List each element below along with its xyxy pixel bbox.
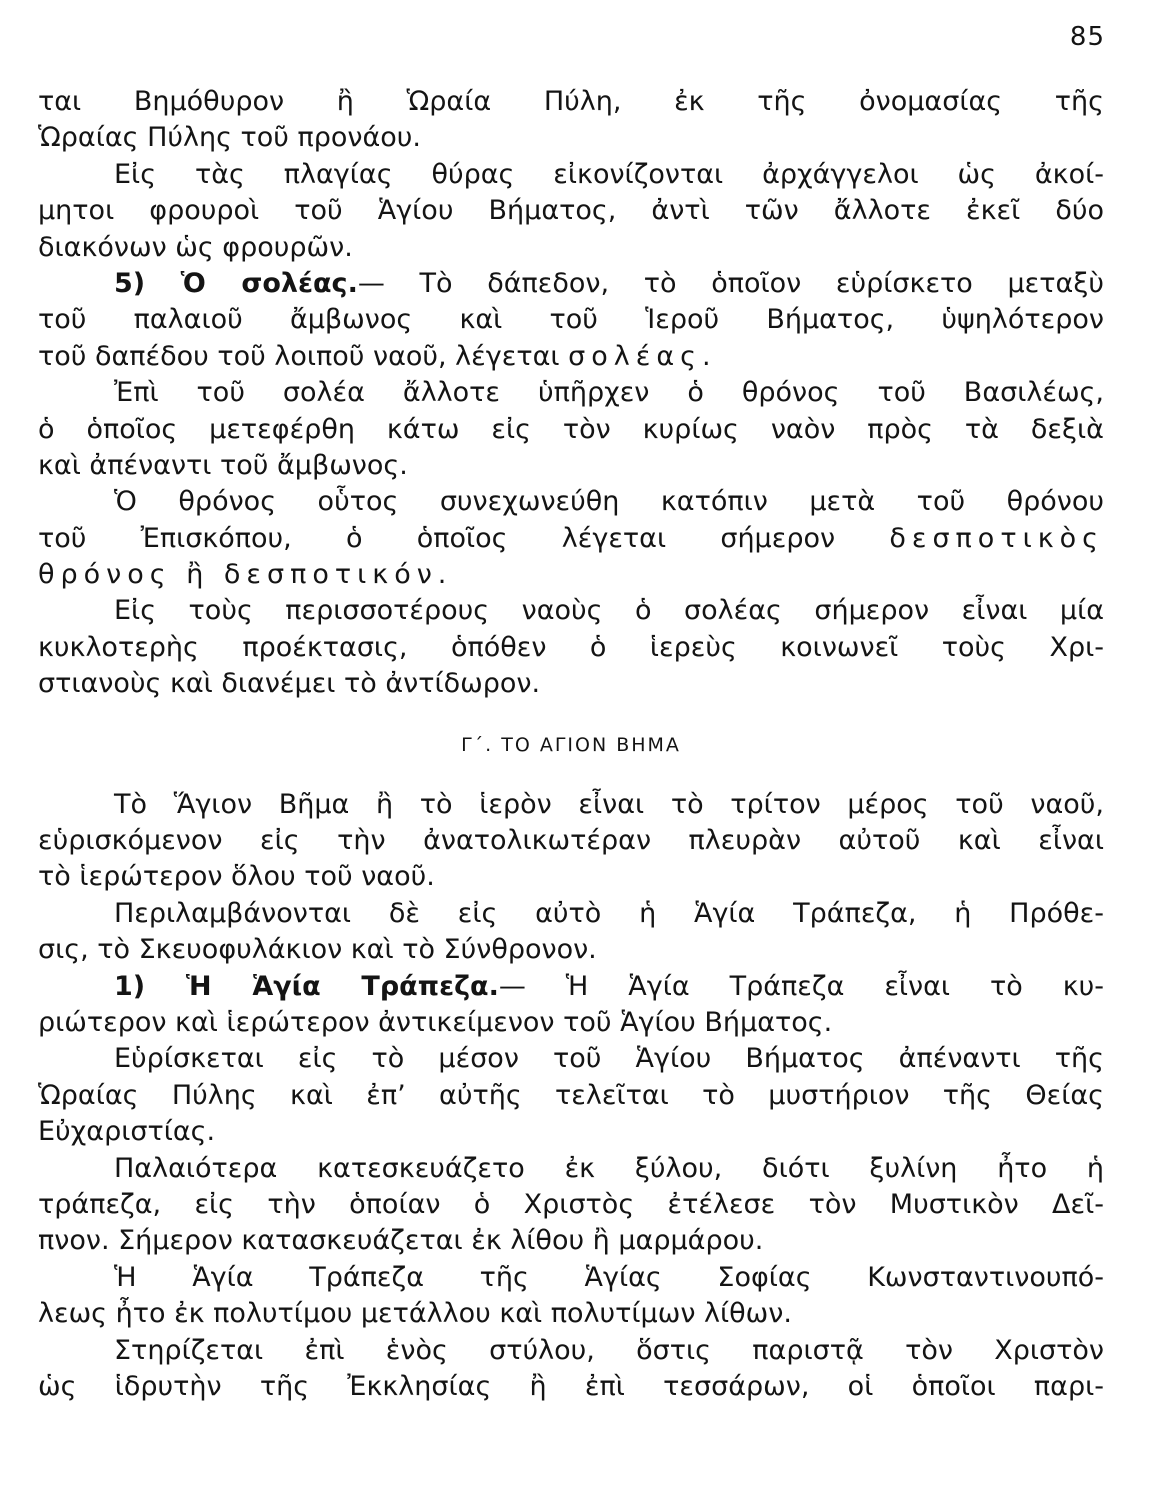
text-line: Ὡραίας Πύλης καὶ ἐπ’ αὐτῆς τελεῖται τὸ μυστήριον τῆς Θείας [38, 1079, 1104, 1111]
text-line: Εὑρίσκεται εἰς τὸ μέσον τοῦ Ἁγίου Βήματος ἀπέναντι τῆς [114, 1043, 1104, 1075]
text-line: τὸ ἱερώτερον ὅλου τοῦ ναοῦ. [38, 861, 435, 893]
text-line: ὁ ὁποῖος μετεφέρθη κάτω εἰς τὸν κυρίως ναὸν πρὸς τὰ δεξιὰ [38, 413, 1104, 445]
text-line: κυκλοτερὴς προέκτασις, ὁπόθεν ὁ ἱερεὺς κοινωνεῖ τοὺς Χρι- [38, 631, 1104, 663]
text-line: Εἰς τοὺς περισσοτέρους ναοὺς ὁ σολέας σήμερον εἶναι μία [114, 595, 1104, 627]
text-line: Τὸ Ἅγιον Βῆμα ἢ τὸ ἱερὸν εἶναι τὸ τρίτον μέρος τοῦ ναοῦ, [114, 788, 1104, 820]
text-span: — Ἡ Ἁγία Τράπεζα εἶναι τὸ κυ- [498, 970, 1104, 1002]
text-line: ὡς ἱδρυτὴν τῆς Ἐκκλησίας ἢ ἐπὶ τεσσάρων, οἱ ὁποῖοι παρι- [38, 1370, 1104, 1402]
subsection-heading: 1) Ἡ Ἁγία Τράπεζα. [114, 970, 499, 1002]
text-line: σις, τὸ Σκευοφυλάκιον καὶ τὸ Σύνθρονον. [38, 934, 597, 966]
text-line: καὶ ἀπέναντι τοῦ ἄμβωνος. [38, 449, 408, 481]
text-line: θρόνος ἢ δεσποτικόν. [38, 559, 453, 591]
body-text [38, 84, 1104, 1405]
text-line: Παλαιότερα κατεσκευάζετο ἐκ ξύλου, διότι ξυλίνη ἦτο ἡ [114, 1152, 1104, 1184]
subsection-heading: 5) Ὁ σολέας. [114, 267, 358, 299]
text-span: τοῦ Ἐπισκόπου, ὁ ὁποῖος λέγεται σήμερον [38, 522, 836, 554]
text-line [38, 969, 1104, 1005]
text-line [38, 266, 1104, 302]
spaced-term: σολέας. [568, 340, 717, 372]
text-line: Εἰς τὰς πλαγίας θύρας εἰκονίζονται ἀρχάγγελοι ὡς ἀκοί- [114, 158, 1104, 190]
text-span: τοῦ δαπέδου τοῦ λοιποῦ ναοῦ, λέγεται [38, 340, 560, 372]
text-span: — Τὸ δάπεδον, τὸ ὁποῖον εὑρίσκετο μεταξὺ [357, 267, 1104, 299]
text-line: Στηρίζεται ἐπὶ ἑνὸς στύλου, ὅστις παριστᾷ τὸν Χριστὸν [114, 1334, 1104, 1366]
text-line: λεως ἦτο ἐκ πολυτίμου μετάλλου καὶ πολυτίμων λίθων. [38, 1298, 792, 1330]
text-line: στιανοὺς καὶ διανέμει τὸ ἀντίδωρον. [38, 668, 541, 700]
section-heading: Γ΄. ΤΟ ΑΓΙΟΝ ΒΗΜΑ [461, 733, 681, 756]
text-line: τράπεζα, εἰς τὴν ὁποίαν ὁ Χριστὸς ἐτέλεσε τὸν Μυστικὸν Δεῖ- [38, 1188, 1104, 1220]
page-number: 85 [1069, 22, 1105, 52]
text-line [38, 339, 1104, 375]
text-line [38, 521, 1104, 557]
text-line: Ὁ θρόνος οὗτος συνεχωνεύθη κατόπιν μετὰ τοῦ θρόνου [114, 486, 1104, 518]
text-line: πνον. Σήμερον κατασκευάζεται ἐκ λίθου ἢ μαρμάρου. [38, 1225, 764, 1257]
text-line: μητοι φρουροὶ τοῦ Ἁγίου Βήματος, ἀντὶ τῶν ἄλλοτε ἐκεῖ δύο [38, 195, 1104, 227]
text-line: εὑρισκόμενον εἰς τὴν ἀνατολικωτέραν πλευρὰν αὐτοῦ καὶ εἶναι [38, 825, 1104, 857]
text-line: Περιλαμβάνονται δὲ εἰς αὐτὸ ἡ Ἁγία Τράπεζα, ἡ Πρόθε- [114, 897, 1104, 929]
text-line: ται Βημόθυρον ἢ Ὡραία Πύλη, ἐκ τῆς ὀνομασίας τῆς [38, 86, 1104, 117]
spaced-term: δεσποτικὸς [889, 522, 1104, 554]
text-line: Ὡραίας Πύλης τοῦ προνάου. [38, 122, 422, 154]
text-line: τοῦ παλαιοῦ ἄμβωνος καὶ τοῦ Ἱεροῦ Βήματος, ὑψηλότερον [38, 304, 1104, 336]
text-line: Εὐχαριστίας. [38, 1116, 216, 1148]
text-line: διακόνων ὡς φρουρῶν. [38, 231, 353, 263]
text-line: ριώτερον καὶ ἱερώτερον ἀντικείμενον τοῦ Ἁγίου Βήματος. [38, 1006, 833, 1038]
text-line: Ἐπὶ τοῦ σολέα ἄλλοτε ὑπῆρχεν ὁ θρόνος τοῦ Βασιλέως, [114, 377, 1104, 409]
text-line: Ἡ Ἁγία Τράπεζα τῆς Ἁγίας Σοφίας Κωνσταντινουπό- [114, 1261, 1104, 1293]
